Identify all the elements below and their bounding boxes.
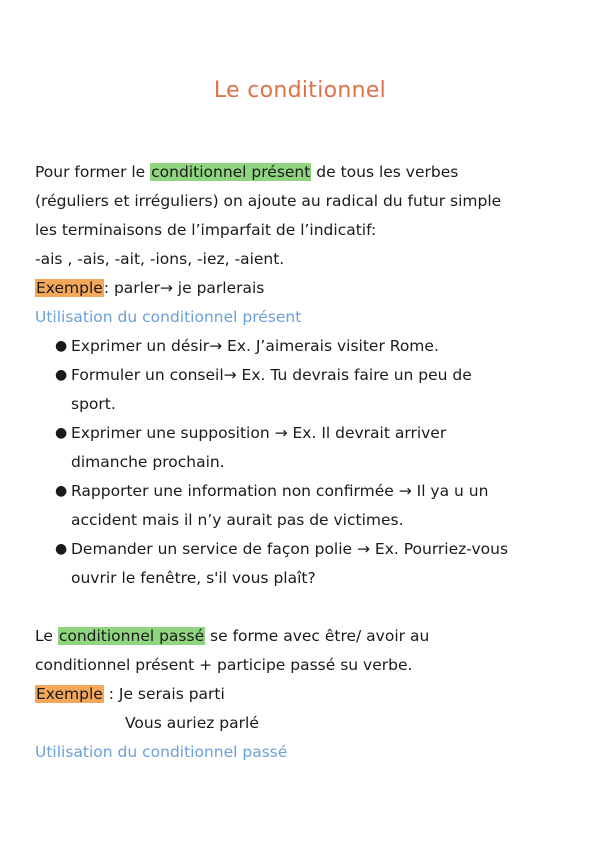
present-usage-title: Utilisation du conditionnel présent	[35, 308, 302, 326]
bullet-icon: ●	[55, 541, 68, 557]
list-item-line-1: Demander un service de façon polie → Ex. Pourriez-vous	[71, 540, 509, 558]
bullet-icon: ●	[55, 338, 68, 354]
present-intro-after: de tous les verbes	[311, 163, 459, 181]
list-item-line-1: Exprimer une supposition → Ex. Il devrait arriver	[71, 424, 447, 442]
present-intro-before: Pour former le	[35, 163, 151, 181]
list-item	[35, 361, 575, 419]
present-usage-list	[35, 332, 575, 593]
present-line-2: (réguliers et irréguliers) on ajoute au radical du futur simple	[35, 192, 502, 210]
page-title: Le conditionnel	[213, 78, 387, 103]
list-item-line-2: ouvrir le fenêtre, s'il vous plaît?	[71, 569, 316, 587]
list-item	[35, 535, 575, 593]
present-example-label: Exemple	[36, 279, 103, 297]
passe-example-line-2: Vous auriez parlé	[125, 714, 259, 732]
passe-intro	[35, 622, 575, 651]
list-item-line-1: Rapporter une information non confirmée → Il ya u un	[71, 482, 489, 500]
present-highlight: conditionnel présent	[151, 163, 311, 181]
passe-example-text: : Je serais parti	[103, 685, 225, 703]
passe-intro-after: se forme avec être/ avoir au	[205, 627, 430, 645]
passe-highlight: conditionnel passé	[58, 627, 205, 645]
bullet-icon: ●	[55, 483, 68, 499]
passe-line-2: conditionnel présent + participe passé su verbe.	[35, 656, 413, 674]
document-body	[35, 158, 575, 767]
passe-intro-before: Le	[35, 627, 58, 645]
list-item-line-1: Exprimer un désir→ Ex. J’aimerais visiter Rome.	[71, 337, 439, 355]
section-spacer	[35, 593, 575, 622]
present-example	[35, 274, 575, 303]
passe-example-label: Exemple	[36, 685, 103, 703]
passe-usage-title: Utilisation du conditionnel passé	[35, 743, 288, 761]
list-item	[35, 332, 575, 361]
present-endings: -ais , -ais, -ait, -ions, -iez, -aient.	[35, 250, 285, 268]
list-item	[35, 419, 575, 477]
list-item-line-2: sport.	[71, 395, 116, 413]
list-item-line-2: accident mais il n’y aurait pas de victimes.	[71, 511, 404, 529]
present-intro	[35, 158, 575, 187]
present-example-text: : parler→ je parlerais	[103, 279, 265, 297]
list-item-line-2: dimanche prochain.	[71, 453, 225, 471]
present-line-3: les terminaisons de l’imparfait de l’indicatif:	[35, 221, 377, 239]
bullet-icon: ●	[55, 425, 68, 441]
bullet-icon: ●	[55, 367, 68, 383]
list-item-line-1: Formuler un conseil→ Ex. Tu devrais faire un peu de	[71, 366, 472, 384]
list-item	[35, 477, 575, 535]
passe-example	[35, 680, 575, 709]
